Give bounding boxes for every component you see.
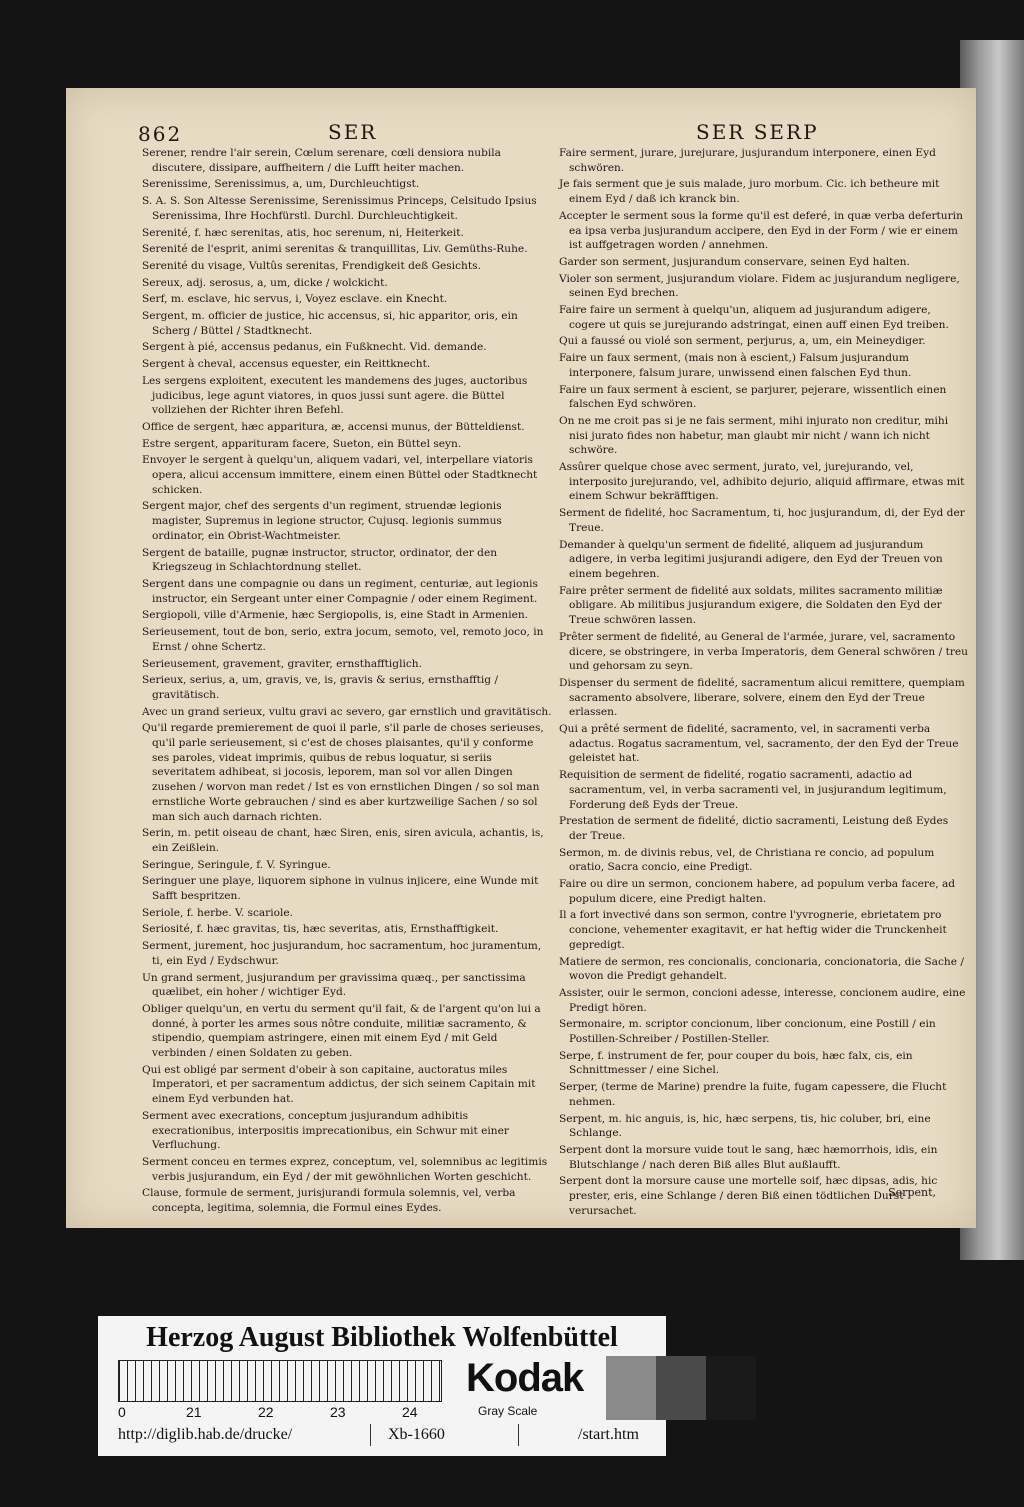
source-url: http://diglib.hab.de/drucke/ <box>118 1426 293 1443</box>
dictionary-entry: Faire faire un serment à quelqu'un, aliquem ad jusjurandum adigere, cogere ut quis se jurejurando adstringat, einen auff einen Eyd treiben. <box>559 304 949 331</box>
gray-patch <box>706 1356 756 1420</box>
dictionary-entry: Faire un faux serment, (mais non à escient,) Falsum jusjurandum interponere, falsum jurare, unwissend einen falschen Eyd thun. <box>559 352 912 379</box>
page-number: 862 <box>138 122 183 146</box>
dictionary-entry: Prêter serment de fidelité, au General de l'armée, jurare, vel, sacramento dicere, se obstringere, in verba Imperatoris, dem General schwören / treu und gehorsam zu seyn. <box>559 630 968 673</box>
dictionary-entry: Serper, (terme de Marine) prendre la fuite, fugam capessere, die Flucht nehmen. <box>559 1081 947 1108</box>
dictionary-entry: Clause, formule de serment, jurisjurandi formula solemnis, vel, verba concepta, legitima, solemnia, die Formul eines Eydes. <box>142 1187 516 1215</box>
dictionary-entry: Serpent dont la morsure vuide tout le sang, hæc hæmorrhois, idis, ein Blutschlange / nach deren Biß alles Blut außlaufft. <box>559 1144 938 1171</box>
dictionary-entry: Sermonaire, m. scriptor concionum, liber concionum, eine Postill / ein Postillen-Schreiber / Postillen-Steller. <box>559 1018 936 1046</box>
dictionary-entry: Un grand serment, jusjurandum per gravissima quæq., per sanctissima quælibet, ein hoher / wichtiger Eyd. <box>142 971 526 999</box>
dictionary-entry: Sergiopoli, ville d'Armenie, hæc Sergiopolis, is, eine Stadt in Armenien. <box>142 609 529 622</box>
dictionary-entry: Seringuer une playe, liquorem siphone in vulnus injicere, eine Wunde mit Safft bespritzen. <box>142 875 539 903</box>
gray-scale-label: Gray Scale <box>478 1404 538 1418</box>
dictionary-entry: Serment conceu en termes exprez, conceptum, vel, solemnibus ac legitimis verbis jusjurandum, ein Eyd / der mit gewöhnlichen Worten geschicht. <box>142 1156 548 1183</box>
dictionary-entry: Sergent de bataille, pugnæ instructor, structor, ordinator, der den Kriegszeug in Schlachtordnung stellet. <box>142 546 498 574</box>
ruler-label: 0 <box>118 1404 126 1420</box>
ruler-label: 21 <box>186 1404 202 1420</box>
dictionary-entry: Serenité de l'esprit, animi serenitas & tranquillitas, Liv. Gemüths-Ruhe. <box>142 243 528 256</box>
dictionary-entry: Serenité, f. hæc serenitas, atis, hoc serenum, ni, Heiterkeit. <box>142 226 464 239</box>
dictionary-entry: Serin, m. petit oiseau de chant, hæc Siren, enis, siren avicula, achantis, is, ein Zeißlein. <box>142 827 544 854</box>
catchword: Serpent, <box>888 1186 936 1199</box>
gray-patch <box>656 1356 706 1420</box>
dictionary-entry: Accepter le serment sous la forme qu'il est deferé, in quæ verba deferturin ea ipsa verba jusjurandum accipere, den Eyd in der Form / wie er einem ist auffgetragen worden / annehmen. <box>559 209 963 252</box>
dictionary-entry: Il a fort invectivé dans son sermon, contre l'yvrognerie, ebrietatem pro concione, vehementer exagitavit, er hat heftig wider die Trunckenheit gepredigt. <box>559 909 947 951</box>
dictionary-entry: Serment, jurement, hoc jusjurandum, hoc sacramentum, hoc juramentum, ti, ein Eyd / Eydschwur. <box>142 940 542 967</box>
dictionary-entry: Assister, ouir le sermon, concioni adesse, interesse, concionem audire, eine Predigt hören. <box>559 986 966 1014</box>
dictionary-entry: Sergent dans une compagnie ou dans un regiment, centuriæ, aut legionis instructor, ein Sergeant unter einer Compagnie / oder einem Regiment. <box>142 577 538 605</box>
dictionary-entry: Qu'il regarde premierement de quoi il parle, s'il parle de choses serieuses, qu'il parle serieusement, si c'est de choses plaisantes, qu'il y conforme ses paroles, videat imprimis, quibus de rebus loquatur, si seriis severitatem adhibeat, si jocosis, leporem, man sol vor allen Dingen zusehen / worvon man redet / Ist es von ernstlichen Dingen / so sol man ernstliche Worte gebrauchen / sind es aber kurtzweilige Sachen / so sol man sich auch darnach richten. <box>142 722 544 823</box>
start-path: /start.htm <box>578 1426 639 1443</box>
dictionary-entry: Requisition de serment de fidelité, rogatio sacramenti, adactio ad sacramentum, vel, in verba sacramenti vel, in jusjurandum legitimum, Forderung deß Eyds der Treue. <box>559 769 947 811</box>
color-target-card <box>98 1316 666 1456</box>
dictionary-entry: Serment de fidelité, hoc Sacramentum, ti, hoc jusjurandum, di, der Eyd der Treue. <box>559 507 965 534</box>
dictionary-entry: Serpent dont la morsure cause une mortelle soif, hæc dipsas, adis, hic prester, eris, eine Schlange / deren Biß einen tödtlichen Durst verursachet. <box>559 1175 938 1217</box>
ruler-label: 22 <box>258 1404 274 1420</box>
dictionary-entry: Envoyer le sergent à quelqu'un, aliquem vadari, vel, interpellare viatoris opera, alicui accensum immittere, einem einen Büttel oder Stadtknecht schicken. <box>142 454 538 496</box>
dictionary-entry: Sergent major, chef des sergents d'un regiment, struendæ legionis magister, Supremus in legione structor, Cujusq. legionis summus ordinator, ein Obrist-Wachtmeister. <box>142 500 502 542</box>
dictionary-entry: Sergent, m. officier de justice, hic accensus, si, hic apparitor, oris, ein Scherg / Büttel / Stadtknecht. <box>142 310 518 337</box>
dictionary-entry: S. A. S. Son Altesse Serenissime, Serenissimus Princeps, Celsitudo Ipsius Serenissima, Ihre Hochfürstl. Durchl. Durchleuchtigkeit. <box>142 195 537 222</box>
dictionary-entry: Serener, rendre l'air serein, Cœlum serenare, cœli densiora nubila discutere, dissipare, auffheitern / die Lufft heiter machen. <box>142 147 501 174</box>
dictionary-entry: Faire ou dire un sermon, concionem habere, ad populum verba facere, ad populum dicere, eine Predigt halten. <box>559 878 956 905</box>
ruler-label: 23 <box>330 1404 346 1420</box>
dictionary-entry: Les sergens exploitent, executent les mandemens des juges, auctoribus judicibus, lege agunt viatores, in quos jussi sunt agere. die Büttel vollziehen der Richter ihren Befehl. <box>142 374 528 417</box>
dictionary-entry: Seriole, f. herbe. V. scariole. <box>142 906 294 919</box>
dictionary-entry: Je fais serment que je suis malade, juro morbum. Cic. ich betheure mit einem Eyd / daß ich kranck bin. <box>559 178 940 206</box>
dictionary-entry: Serenissime, Serenissimus, a, um, Durchleuchtigst. <box>142 178 420 191</box>
dictionary-entry: Qui a faussé ou violé son serment, perjurus, a, um, ein Meineydiger. <box>559 335 926 348</box>
dictionary-entry: Prestation de serment de fidelité, dictio sacramenti, Leistung deß Eydes der Treue. <box>559 815 949 842</box>
dictionary-entry: Faire serment, jurare, jurejurare, jusjurandum interponere, einen Eyd schwören. <box>559 147 936 174</box>
running-head-right: SER SERP <box>696 120 819 144</box>
dictionary-entry: Serpent, m. hic anguis, is, hic, hæc serpens, tis, hic coluber, bri, eine Schlange. <box>559 1112 931 1140</box>
dictionary-entry: Garder son serment, jusjurandum conservare, seinen Eyd halten. <box>559 255 910 268</box>
dictionary-entry: Estre sergent, apparituram facere, Sueton, ein Büttel seyn. <box>142 437 462 450</box>
dictionary-entry: Serieusement, gravement, graviter, ernsthafftiglich. <box>142 657 422 670</box>
dictionary-entry: Obliger quelqu'un, en vertu du serment qu'il fait, & de l'argent qu'on lui a donné, à porter les armes sous nôtre conduite, militiæ sacramento, & stipendio, quempiam astringere, einen mit einem Eyd / mit Geld verbinden / einen Soldaten zu geben. <box>142 1002 541 1060</box>
dictionary-entry: Serment avec execrations, conceptum jusjurandum adhibitis execrationibus, interpositis imprecationibus, ein Schwur mit einer Verfluchung. <box>142 1109 509 1152</box>
dictionary-entry: Dispenser du serment de fidelité, sacramentum alicui remittere, quempiam sacramento absolvere, liberare, solvere, einem den Eyd der Treue erlassen. <box>559 676 965 719</box>
dictionary-entry: Qui a prêté serment de fidelité, sacramento, vel, in sacramenti verba adactus. Rogatus sacramentum, vel, sacramento, der den Eyd der Treue geleistet hat. <box>559 723 959 765</box>
kodak-logo: Kodak <box>466 1356 584 1400</box>
dictionary-entry: Sergent à cheval, accensus equester, ein Reittknecht. <box>142 358 431 371</box>
ruler-labels <box>118 1404 448 1420</box>
dictionary-entry: Sereux, adj. serosus, a, um, dicke / wolckicht. <box>142 276 388 289</box>
dictionary-entry: Violer son serment, jusjurandum violare. Fidem ac jusjurandum negligere, seinen Eyd brechen. <box>559 272 960 300</box>
shelfmark: Xb-1660 <box>388 1426 445 1443</box>
gray-patches <box>606 1356 756 1420</box>
dictionary-entry: Serieusement, tout de bon, serio, extra jocum, semoto, vel, remoto joco, in Ernst / ohne Schertz. <box>142 626 544 653</box>
dictionary-entry: Seriosité, f. hæc gravitas, tis, hæc severitas, atis, Ernsthafftigkeit. <box>142 923 499 936</box>
dictionary-entry: Assûrer quelque chose avec serment, jurato, vel, jurejurando, vel, interposito jurejurando, vel, adhibito dejurio, aliquid affirmare, etwas mit einem Schwur bekräfftigen. <box>559 461 965 503</box>
right-column <box>559 146 969 1221</box>
ruler-label: 24 <box>402 1404 418 1420</box>
divider <box>518 1424 519 1446</box>
left-column <box>142 146 552 1218</box>
dictionary-entry: On ne me croit pas si je ne fais serment, mihi injurato non creditur, mihi nisi jurato fides non habetur, man glaubt mir nicht / wann ich nicht schwöre. <box>559 414 949 457</box>
dictionary-entry: Avec un grand serieux, vultu gravi ac severo, gar ernstlich und gravitätisch. <box>142 705 552 718</box>
dictionary-entry: Faire un faux serment à escient, se parjurer, pejerare, wissentlich einen falschen Eyd schwören. <box>559 383 947 411</box>
book-page <box>66 88 976 1228</box>
divider <box>370 1424 371 1446</box>
dictionary-entry: Sergent à pié, accensus pedanus, ein Fußknecht. Vid. demande. <box>142 341 487 354</box>
dictionary-entry: Matiere de sermon, res concionalis, concionaria, concionatoria, die Sache / wovon die Predigt gehandelt. <box>559 955 964 983</box>
dictionary-entry: Serieux, serius, a, um, gravis, ve, is, gravis & serius, ernsthafftig / gravitätisch. <box>142 674 499 701</box>
library-name: Herzog August Bibliothek Wolfenbüttel <box>146 1322 618 1353</box>
dictionary-entry: Serpe, f. instrument de fer, pour couper du bois, hæc falx, cis, ein Schnittmesser / eine Sichel. <box>559 1049 913 1077</box>
dictionary-entry: Faire prêter serment de fidelité aux soldats, milites sacramento militiæ obligare. Ab militibus jusjurandum exigere, die Soldaten den Eyd der Treue schwören lassen. <box>559 584 943 627</box>
dictionary-entry: Qui est obligé par serment d'obeir à son capitaine, auctoratus miles Imperatori, et per sacramentum addictus, der sich seinem Capitain mit einem Eyd verbunden hat. <box>142 1063 536 1106</box>
running-head-left: SER <box>328 120 378 144</box>
dictionary-entry: Seringue, Seringule, f. V. Syringue. <box>142 858 331 871</box>
scale-ruler <box>118 1360 442 1402</box>
dictionary-entry: Serf, m. esclave, hic servus, i, Voyez esclave. ein Knecht. <box>142 293 448 306</box>
dictionary-entry: Sermon, m. de divinis rebus, vel, de Christiana re concio, ad populum oratio, Sacra concio, eine Predigt. <box>559 846 935 874</box>
dictionary-entry: Demander à quelqu'un serment de fidelité, aliquem ad jusjurandum adigere, in verba legitimi jusjurandi adigere, den Eyd der Treuen von einem begehren. <box>559 538 943 580</box>
dictionary-entry: Office de sergent, hæc apparitura, æ, accensi munus, der Bütteldienst. <box>142 420 525 433</box>
gray-patch <box>606 1356 656 1420</box>
dictionary-entry: Serenité du visage, Vultûs serenitas, Frendigkeit deß Gesichts. <box>142 259 481 272</box>
